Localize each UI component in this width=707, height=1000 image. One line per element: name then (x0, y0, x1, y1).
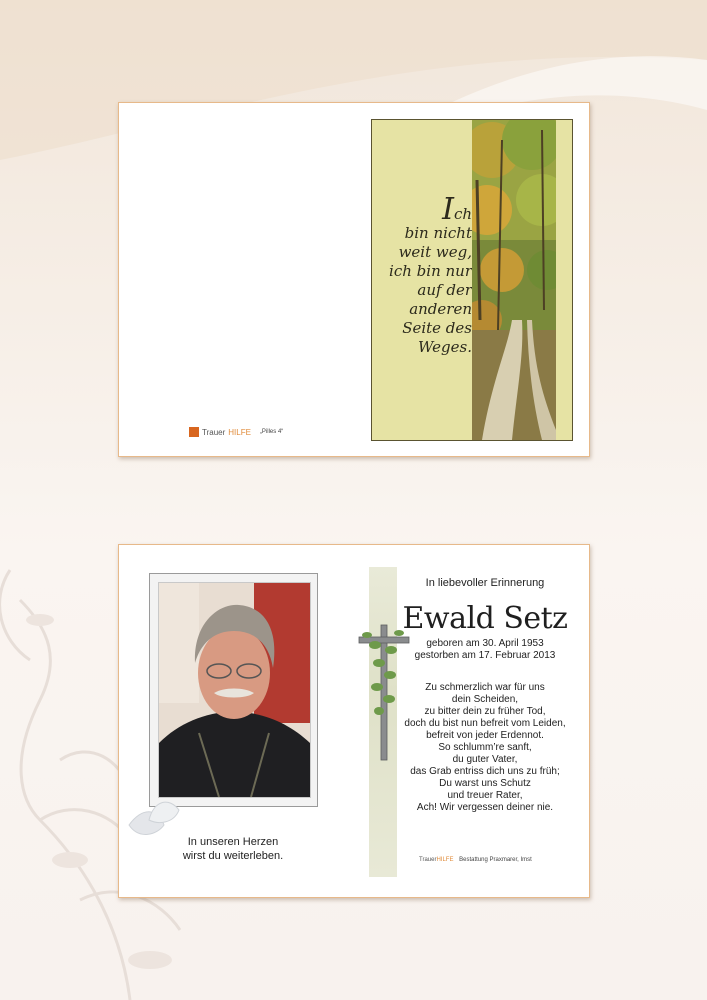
photo-frame (149, 573, 318, 807)
verse-line: Seite des (402, 319, 472, 337)
inner-card (118, 544, 590, 898)
obituary-text (387, 577, 583, 814)
front-card (118, 102, 590, 457)
poem-line: und treuer Rater, (447, 790, 523, 801)
verse-line: Weges. (417, 338, 472, 356)
poem-line: Ach! Wir vergessen deiner nie. (416, 802, 554, 813)
motto-line: In unseren Herzen (187, 836, 279, 848)
model-name: „Pilles 4“ (259, 429, 284, 435)
death-date: gestorben am 17. Februar 2013 (414, 650, 556, 661)
brand-hilfe: HILFE (228, 427, 251, 437)
verse-text (372, 192, 472, 357)
brand-trauer: Trauer (202, 427, 226, 437)
brand-footer (419, 857, 532, 863)
poem-line: befreit von jeder Erdennot. (426, 730, 544, 741)
verse-line: ich bin nur (389, 262, 472, 280)
birth-date: geboren am 30. April 1953 (426, 638, 544, 649)
motto-line: wirst du weiterleben. (182, 850, 284, 862)
funeral-company: Bestattung Praxmarer, Imst (459, 857, 532, 863)
poem-line: das Grab entriss dich uns zu früh; (410, 766, 560, 777)
poem (387, 682, 583, 814)
verse-line: ch (453, 205, 472, 223)
motto (143, 835, 323, 863)
poem-line: zu bitter dein zu früher Tod, (424, 706, 546, 717)
brand-trauer: Trauer (419, 857, 437, 863)
brand-logo-icon (189, 427, 199, 437)
verse-initial: I (442, 192, 454, 227)
verse-line: anderen (409, 300, 472, 318)
poem-line: doch du bist nun befreit vom Leiden, (404, 718, 566, 729)
poem-line: So schlumm’re sanft, (438, 742, 532, 753)
poem-line: dein Scheiden, (451, 694, 519, 705)
life-dates (387, 638, 583, 662)
portrait-photo (158, 582, 311, 798)
remembrance-heading: In liebevoller Erinnerung (425, 577, 545, 589)
brand-hilfe: HILFE (436, 857, 454, 863)
verse-line: weit weg, (398, 243, 472, 261)
verse-panel (371, 119, 573, 441)
poem-line: du guter Vater, (452, 754, 518, 765)
autumn-path-photo (472, 120, 556, 440)
poem-line: Du warst uns Schutz (439, 778, 531, 789)
verse-line: bin nicht (404, 224, 472, 242)
verse-line: auf der (417, 281, 472, 299)
brand-footer (189, 427, 283, 437)
deceased-name: Ewald Setz (402, 601, 568, 636)
poem-line: Zu schmerzlich war für uns (425, 682, 545, 693)
